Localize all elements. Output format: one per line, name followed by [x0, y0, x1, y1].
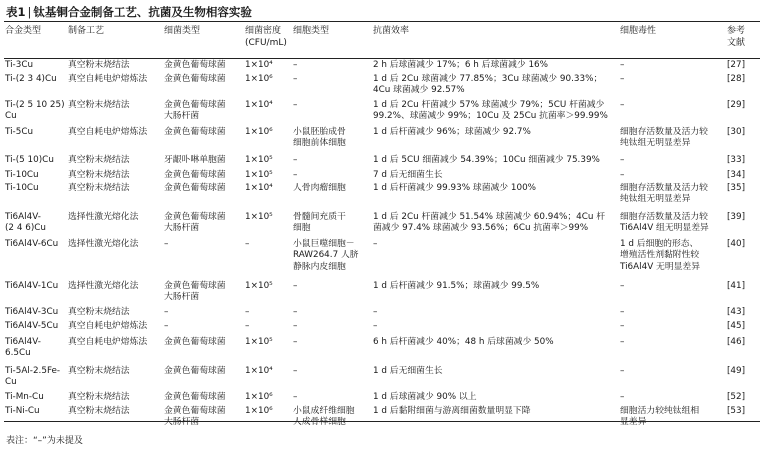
- process-cell-line: 真空自耗电炉熔炼法: [68, 127, 148, 137]
- alloy-cell: [5, 100, 65, 123]
- header-alloy: 合金类型: [5, 26, 42, 36]
- table-header-rule: [4, 58, 760, 59]
- alloy-cell-line: Ti6Al4V-1Cu: [5, 281, 59, 291]
- process-cell: [68, 366, 130, 377]
- cell-type-cell: [293, 127, 346, 150]
- alloy-cell-line: Cu: [5, 111, 17, 122]
- alloy-cell-line: Ti-(5 10)Cu: [5, 155, 54, 165]
- bacteria-cell-line: 大肠杆菌: [164, 223, 200, 234]
- efficiency-cell: [373, 239, 377, 250]
- reference-cell: [27]: [727, 60, 746, 70]
- cell-type-cell: [293, 281, 297, 292]
- alloy-cell: [5, 321, 58, 332]
- efficiency-cell-line: 7 d 后无细菌生长: [373, 170, 443, 180]
- cell-type-cell-line: 人骨肉瘤细胞: [293, 183, 346, 193]
- cell-type-cell-line: 静脉内皮细胞: [293, 261, 346, 272]
- process-cell: [68, 337, 147, 348]
- density-cell-line: –: [245, 307, 250, 317]
- process-cell: [68, 127, 147, 138]
- density-cell: [245, 281, 273, 292]
- alloy-cell: [5, 127, 33, 138]
- toxicity-cell-line: –: [620, 60, 625, 70]
- efficiency-cell: [373, 74, 602, 97]
- alloy-cell-line: Ti-Mn-Cu: [5, 392, 44, 402]
- density-cell: [245, 337, 273, 348]
- cell-type-cell-line: –: [293, 74, 298, 84]
- alloy-cell: [5, 239, 58, 250]
- bacteria-cell: [164, 183, 226, 194]
- bacteria-cell: [164, 366, 226, 377]
- alloy-cell: [5, 74, 57, 85]
- density-cell: [245, 183, 273, 194]
- bacteria-cell-line: –: [164, 321, 169, 331]
- process-cell-line: 真空粉末烧结法: [68, 60, 130, 70]
- toxicity-cell: [620, 100, 624, 111]
- bacteria-cell: [164, 170, 226, 181]
- reference-cell: [46]: [727, 337, 746, 347]
- bacteria-cell: [164, 392, 226, 403]
- toxicity-cell-line: 显差异: [620, 417, 647, 428]
- table-title: 钛基铜合金制备工艺、抗菌及生物相容实验: [33, 5, 252, 19]
- alloy-cell-line: Cu: [5, 377, 17, 388]
- cell-type-cell-line: 小鼠巨噬细胞－: [293, 239, 355, 249]
- alloy-cell-line: Ti6Al4V-6Cu: [5, 239, 59, 249]
- cell-type-cell-line: –: [293, 307, 298, 317]
- toxicity-cell: [620, 366, 624, 377]
- efficiency-cell-line: 1 d 后 2Cu 杆菌减少 51.54% 球菌减少 60.94%；4Cu 杆: [373, 212, 606, 222]
- alloy-cell: [5, 60, 33, 71]
- process-cell-line: 真空自耗电炉熔炼法: [68, 337, 148, 347]
- toxicity-cell: [620, 74, 624, 85]
- table-bottom-rule: [4, 421, 760, 422]
- cell-type-cell: [293, 321, 297, 332]
- density-cell: [245, 392, 273, 403]
- reference-cell: [43]: [727, 307, 746, 317]
- reference-cell: [33]: [727, 155, 746, 165]
- process-cell: [68, 307, 130, 318]
- toxicity-cell: [620, 281, 624, 292]
- density-cell-line: 1×10⁴: [245, 366, 273, 376]
- process-cell: [68, 406, 130, 417]
- density-cell-line: 1×10⁶: [245, 392, 273, 402]
- bacteria-cell-line: 金黄色葡萄球菌: [164, 212, 226, 222]
- reference-cell: [53]: [727, 406, 746, 416]
- toxicity-cell: [620, 155, 624, 166]
- bacteria-cell-line: 金黄色葡萄球菌: [164, 60, 226, 70]
- alloy-cell-line: Ti-(2 5 10 25): [5, 100, 65, 110]
- header-bacteria: 细菌类型: [164, 26, 201, 36]
- efficiency-cell-line: 1 d 后杆菌减少 99.93% 球菌减少 100%: [373, 183, 537, 193]
- efficiency-cell: [373, 307, 377, 318]
- alloy-cell-line: Ti-(2 3 4)Cu: [5, 74, 57, 84]
- efficiency-cell-line: 1 d 后黏附细菌与游离细菌数量明显下降: [373, 406, 531, 416]
- efficiency-cell-line: 菌减少 97.4% 球菌减少 93.56%；6Cu 抗菌率＞99%: [373, 223, 589, 234]
- bacteria-cell-line: 金黄色葡萄球菌: [164, 74, 226, 84]
- header-density: [245, 25, 287, 49]
- process-cell: [68, 100, 130, 111]
- toxicity-cell-line: –: [620, 74, 625, 84]
- density-cell-line: 1×10⁴: [245, 60, 273, 70]
- bacteria-cell-line: 金黄色葡萄球菌: [164, 127, 226, 137]
- bacteria-cell: [164, 127, 226, 138]
- efficiency-cell: [373, 170, 443, 181]
- reference-cell: [45]: [727, 321, 746, 331]
- process-cell-line: 选择性激光熔化法: [68, 239, 139, 249]
- bacteria-cell: [164, 239, 168, 250]
- toxicity-cell-line: 细胞活力较纯钛组相: [620, 406, 700, 416]
- toxicity-cell-line: –: [620, 307, 625, 317]
- alloy-cell: [5, 307, 58, 318]
- efficiency-cell: [373, 212, 605, 235]
- density-cell: [245, 170, 273, 181]
- density-cell: [245, 321, 249, 332]
- cell-type-cell: [293, 170, 297, 181]
- toxicity-cell-line: 细胞存活数量及活力较: [620, 127, 708, 137]
- alloy-cell-line: Ti-5Cu: [5, 127, 34, 137]
- cell-type-cell-line: –: [293, 170, 298, 180]
- bacteria-cell-line: 金黄色葡萄球菌: [164, 406, 226, 416]
- reference-cell: [34]: [727, 170, 746, 180]
- reference-cell: [35]: [727, 183, 746, 193]
- process-cell: [68, 321, 147, 332]
- process-cell: [68, 392, 130, 403]
- header-process: 制备工艺: [68, 26, 105, 36]
- table-note: 表注：“–”为未提及: [6, 436, 83, 446]
- process-cell-line: 真空粉末烧结法: [68, 392, 130, 402]
- cell-type-cell-line: –: [293, 281, 298, 291]
- density-cell-line: –: [245, 239, 250, 249]
- cell-type-cell: [293, 74, 297, 85]
- efficiency-cell-line: 6 h 后杆菌减少 40%；48 h 后球菌减少 50%: [373, 337, 554, 347]
- density-cell: [245, 74, 273, 85]
- efficiency-cell: [373, 321, 377, 332]
- toxicity-cell: [620, 239, 700, 273]
- toxicity-cell-line: 1 d 后细胞的形态、: [620, 239, 699, 249]
- density-cell-line: 1×10⁶: [245, 74, 273, 84]
- efficiency-cell-line: 99.2%、球菌减少 99%；10Cu 及 25Cu 抗菌率＞99.99%: [373, 111, 608, 122]
- efficiency-cell-line: 1 d 后 2Cu 球菌减少 77.85%；3Cu 球菌减少 90.33%；: [373, 74, 603, 84]
- bacteria-cell-line: 大肠杆菌: [164, 111, 200, 122]
- bacteria-cell-line: 金黄色葡萄球菌: [164, 281, 226, 291]
- process-cell-line: 选择性激光熔化法: [68, 281, 139, 291]
- efficiency-cell: [373, 60, 548, 71]
- efficiency-cell: [373, 281, 539, 292]
- density-cell-line: –: [245, 321, 250, 331]
- bacteria-cell-line: 金黄色葡萄球菌: [164, 100, 226, 110]
- cell-type-cell: [293, 212, 346, 235]
- header-cell-type: 细胞类型: [293, 26, 330, 36]
- density-cell: [245, 307, 249, 318]
- density-cell: [245, 239, 249, 250]
- bacteria-cell: [164, 100, 226, 123]
- toxicity-cell-line: –: [620, 281, 625, 291]
- density-cell: [245, 127, 273, 138]
- efficiency-cell: [373, 337, 554, 348]
- process-cell-line: 真空粉末烧结法: [68, 307, 130, 317]
- density-cell-line: 1×10⁵: [245, 155, 273, 165]
- reference-cell: [39]: [727, 212, 746, 222]
- toxicity-cell: [620, 321, 624, 332]
- toxicity-cell-line: –: [620, 100, 625, 110]
- toxicity-cell: [620, 212, 709, 235]
- density-cell: [245, 155, 273, 166]
- alloy-cell: [5, 212, 46, 235]
- process-cell-line: 真空粉末烧结法: [68, 183, 130, 193]
- cell-type-cell-line: 小鼠胚胎成骨: [293, 127, 346, 137]
- efficiency-cell-line: 1 d 后 2Cu 杆菌减少 57% 球菌减少 79%；5CU 杆菌减少: [373, 100, 605, 110]
- efficiency-cell: [373, 127, 531, 138]
- bacteria-cell: [164, 60, 226, 71]
- efficiency-cell-line: 2 h 后球菌减少 17%；6 h 后球菌减少 16%: [373, 60, 548, 70]
- density-cell-line: 1×10⁵: [245, 170, 273, 180]
- toxicity-cell: [620, 392, 624, 403]
- bacteria-cell-line: 金黄色葡萄球菌: [164, 183, 226, 193]
- bacteria-cell: [164, 155, 226, 166]
- bacteria-cell-line: –: [164, 307, 169, 317]
- reference-cell: [29]: [727, 100, 746, 110]
- alloy-cell-line: 6.5Cu: [5, 348, 31, 359]
- toxicity-cell-line: –: [620, 170, 625, 180]
- bacteria-cell-line: 金黄色葡萄球菌: [164, 366, 226, 376]
- alloy-cell-line: (2 4 6)Cu: [5, 223, 46, 234]
- density-cell-line: 1×10⁵: [245, 212, 273, 222]
- toxicity-cell: [620, 337, 624, 348]
- caption-separator: |: [27, 5, 32, 19]
- alloy-cell: [5, 337, 41, 360]
- efficiency-cell-line: 1 d 后球菌减少 90% 以上: [373, 392, 477, 402]
- bacteria-cell: [164, 307, 168, 318]
- process-cell-line: 真空粉末烧结法: [68, 366, 130, 376]
- process-cell: [68, 60, 130, 71]
- process-cell-line: 真空自耗电炉熔炼法: [68, 321, 148, 331]
- bacteria-cell: [164, 212, 226, 235]
- alloy-cell: [5, 392, 44, 403]
- header-toxicity: 细胞毒性: [620, 26, 657, 36]
- toxicity-cell-line: –: [620, 366, 625, 376]
- bacteria-cell-line: 牙龈卟啉单胞菌: [164, 155, 226, 165]
- cell-type-cell-line: 细胞: [293, 223, 311, 234]
- toxicity-cell: [620, 60, 624, 71]
- table-label: 表1: [6, 5, 26, 19]
- cell-type-cell-line: 人成骨样细胞: [293, 417, 346, 428]
- process-cell: [68, 183, 130, 194]
- bacteria-cell: [164, 406, 226, 429]
- density-cell-line: 1×10⁶: [245, 127, 273, 137]
- header-reference: [727, 25, 745, 49]
- cell-type-cell: [293, 392, 297, 403]
- efficiency-cell-line: –: [373, 307, 378, 317]
- cell-type-cell-line: –: [293, 100, 298, 110]
- density-cell: [245, 366, 273, 377]
- toxicity-cell: [620, 170, 624, 181]
- toxicity-cell-line: 细胞存活数量及活力较: [620, 183, 708, 193]
- efficiency-cell-line: 1 d 后杆菌减少 91.5%；球菌减少 99.5%: [373, 281, 540, 291]
- cell-type-cell: [293, 406, 355, 429]
- cell-type-cell: [293, 239, 359, 273]
- header-density-line2: (CFU/mL): [245, 38, 287, 48]
- efficiency-cell: [373, 392, 477, 403]
- reference-cell: [41]: [727, 281, 746, 291]
- alloy-cell: [5, 183, 39, 194]
- alloy-cell: [5, 406, 40, 417]
- process-cell-line: 真空粉末烧结法: [68, 100, 130, 110]
- reference-cell: [30]: [727, 127, 746, 137]
- toxicity-cell-line: Ti6Al4V 无明显差异: [620, 261, 701, 272]
- toxicity-cell-line: –: [620, 155, 625, 165]
- cell-type-cell: [293, 60, 297, 71]
- efficiency-cell: [373, 155, 600, 166]
- efficiency-cell-line: –: [373, 321, 378, 331]
- process-cell: [68, 155, 130, 166]
- header-reference-line1: 参考: [727, 26, 746, 36]
- efficiency-cell: [373, 183, 536, 194]
- toxicity-cell-line: 细胞存活数量及活力较: [620, 212, 708, 222]
- bacteria-cell-line: 金黄色葡萄球菌: [164, 170, 226, 180]
- density-cell-line: 1×10⁴: [245, 100, 273, 110]
- density-cell-line: 1×10⁴: [245, 183, 273, 193]
- bacteria-cell-line: 大肠杆菌: [164, 417, 200, 428]
- process-cell: [68, 74, 147, 85]
- bacteria-cell: [164, 337, 226, 348]
- efficiency-cell: [373, 100, 608, 123]
- cell-type-cell-line: RAW264.7 人脐: [293, 250, 359, 261]
- alloy-cell-line: Ti6Al4V-5Cu: [5, 321, 59, 331]
- cell-type-cell-line: –: [293, 337, 298, 347]
- toxicity-cell: [620, 307, 624, 318]
- density-cell: [245, 212, 273, 223]
- cell-type-cell: [293, 337, 297, 348]
- bacteria-cell-line: –: [164, 239, 169, 249]
- bacteria-cell-line: 金黄色葡萄球菌: [164, 337, 226, 347]
- efficiency-cell-line: 1 d 后 5CU 细菌减少 54.39%；10Cu 细菌减少 75.39%: [373, 155, 600, 165]
- header-density-line1: 细菌密度: [245, 26, 282, 36]
- cell-type-cell: [293, 100, 297, 111]
- efficiency-cell-line: 1 d 后杆菌减少 96%；球菌减少 92.7%: [373, 127, 531, 137]
- reference-cell: [40]: [727, 239, 746, 249]
- cell-type-cell-line: 细胞前体细胞: [293, 138, 346, 149]
- density-cell-line: 1×10⁵: [245, 281, 273, 291]
- density-cell: [245, 100, 273, 111]
- toxicity-cell-line: Ti6Al4V 组无明显差异: [620, 223, 709, 234]
- density-cell-line: 1×10⁶: [245, 406, 273, 416]
- alloy-cell-line: Ti-10Cu: [5, 170, 39, 180]
- process-cell-line: 真空自耗电炉熔炼法: [68, 74, 148, 84]
- cell-type-cell-line: –: [293, 60, 298, 70]
- efficiency-cell-line: –: [373, 239, 378, 249]
- alloy-cell: [5, 170, 39, 181]
- cell-type-cell-line: 骨髓间充质干: [293, 212, 346, 222]
- toxicity-cell-line: 纯钛组无明显差异: [620, 194, 691, 205]
- cell-type-cell-line: –: [293, 155, 298, 165]
- cell-type-cell-line: 小鼠成纤维细胞: [293, 406, 355, 416]
- alloy-cell: [5, 155, 54, 166]
- alloy-cell-line: Ti-5Al-2.5Fe-: [5, 366, 61, 376]
- process-cell: [68, 170, 130, 181]
- table-top-rule: [4, 21, 760, 22]
- process-cell: [68, 281, 138, 292]
- cell-type-cell: [293, 366, 297, 377]
- table-caption: [6, 4, 252, 20]
- alloy-cell-line: Ti6Al4V-: [5, 337, 41, 347]
- cell-type-cell-line: –: [293, 321, 298, 331]
- toxicity-cell-line: –: [620, 337, 625, 347]
- alloy-cell: [5, 366, 60, 389]
- toxicity-cell: [620, 127, 708, 150]
- bacteria-cell-line: 金黄色葡萄球菌: [164, 392, 226, 402]
- toxicity-cell-line: –: [620, 392, 625, 402]
- efficiency-cell: [373, 406, 531, 417]
- process-cell-line: 真空粉末烧结法: [68, 155, 130, 165]
- toxicity-cell: [620, 183, 708, 206]
- alloy-cell: [5, 281, 58, 292]
- header-reference-line2: 文献: [727, 38, 746, 48]
- toxicity-cell-line: –: [620, 321, 625, 331]
- alloy-cell-line: Ti-10Cu: [5, 183, 39, 193]
- cell-type-cell-line: –: [293, 366, 298, 376]
- density-cell: [245, 60, 273, 71]
- toxicity-cell: [620, 406, 699, 429]
- process-cell: [68, 239, 138, 250]
- alloy-cell-line: Ti-3Cu: [5, 60, 34, 70]
- alloy-cell-line: Ti-Ni-Cu: [5, 406, 40, 416]
- cell-type-cell: [293, 307, 297, 318]
- efficiency-cell-line: 4Cu 球菌减少 92.57%: [373, 85, 465, 96]
- toxicity-cell-line: 纯钛组无明显差异: [620, 138, 691, 149]
- alloy-cell-line: Ti6Al4V-3Cu: [5, 307, 59, 317]
- toxicity-cell-line: 增殖活性剂黏附性较: [620, 250, 700, 261]
- reference-cell: [49]: [727, 366, 746, 376]
- header-antibacterial: 抗菌效率: [373, 26, 410, 36]
- cell-type-cell-line: –: [293, 392, 298, 402]
- bacteria-cell: [164, 321, 168, 332]
- bacteria-cell: [164, 74, 226, 85]
- process-cell-line: 真空粉末烧结法: [68, 170, 130, 180]
- bacteria-cell: [164, 281, 226, 304]
- density-cell-line: 1×10⁵: [245, 337, 273, 347]
- density-cell: [245, 406, 273, 417]
- efficiency-cell: [373, 366, 443, 377]
- cell-type-cell: [293, 183, 346, 194]
- bacteria-cell-line: 大肠杆菌: [164, 292, 200, 303]
- process-cell-line: 真空粉末烧结法: [68, 406, 130, 416]
- alloy-cell-line: Ti6Al4V-: [5, 212, 41, 222]
- cell-type-cell: [293, 155, 297, 166]
- process-cell: [68, 212, 138, 223]
- process-cell-line: 选择性激光熔化法: [68, 212, 139, 222]
- reference-cell: [52]: [727, 392, 746, 402]
- efficiency-cell-line: 1 d 后无细菌生长: [373, 366, 443, 376]
- reference-cell: [28]: [727, 74, 746, 84]
